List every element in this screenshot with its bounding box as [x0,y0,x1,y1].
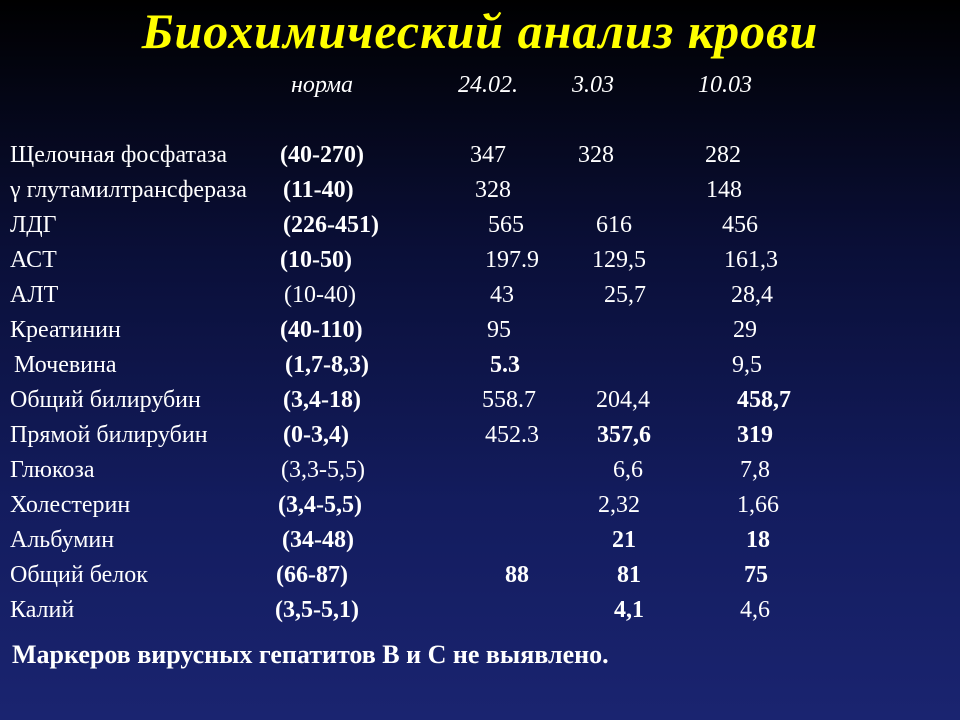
norm-range: (3,5-5,1) [275,597,359,623]
table-row [0,490,960,525]
value-date-3: 4,6 [740,597,770,623]
norm-range: (3,4-18) [283,387,361,413]
norm-range: (10-50) [280,247,352,273]
value-date-2: 6,6 [613,457,643,483]
value-date-3: 9,5 [732,352,762,378]
norm-range: (66-87) [276,562,348,588]
value-date-3: 7,8 [740,457,770,483]
value-date-2: 328 [578,142,614,168]
test-name: Холестерин [10,492,131,518]
table-row [0,280,960,315]
test-name: Калий [10,597,75,623]
table-row [0,525,960,560]
table-row [0,140,960,175]
value-date-2: 357,6 [597,422,651,448]
value-date-1: 347 [470,142,506,168]
table-row [0,420,960,455]
value-date-1: 558.7 [482,387,536,413]
header-date-2: 3.03 [572,72,614,98]
table-row [0,595,960,630]
norm-range: (226-451) [283,212,379,238]
value-date-3: 28,4 [731,282,773,308]
value-date-2: 81 [617,562,641,588]
value-date-2: 25,7 [604,282,646,308]
test-name: Общий билирубин [10,387,201,413]
table-row [0,315,960,350]
norm-range: (3,4-5,5) [278,492,362,518]
header-date-1: 24.02. [458,72,518,98]
table-row [0,210,960,245]
value-date-3: 75 [744,562,768,588]
test-name: ЛДГ [10,212,57,238]
test-name: Мочевина [14,352,117,378]
table-row [0,385,960,420]
value-date-2: 204,4 [596,387,650,413]
table-row [0,560,960,595]
test-name: Прямой билирубин [10,422,208,448]
test-name: Альбумин [10,527,115,553]
norm-range: (10-40) [284,282,356,308]
slide-title: Биохимический анализ крови [141,3,819,59]
norm-range: (34-48) [282,527,354,553]
value-date-3: 18 [746,527,770,553]
value-date-1: 43 [490,282,514,308]
value-date-3: 1,66 [737,492,779,518]
table-row [0,245,960,280]
value-date-2: 616 [596,212,632,238]
value-date-2: 2,32 [598,492,640,518]
header-date-3: 10.03 [698,72,752,98]
value-date-3: 161,3 [724,247,778,273]
table-row [0,175,960,210]
value-date-3: 458,7 [737,387,791,413]
norm-range: (11-40) [283,177,354,203]
value-date-1: 5.3 [490,352,520,378]
norm-range: (40-110) [280,317,363,343]
value-date-1: 328 [475,177,511,203]
value-date-3: 148 [706,177,742,203]
value-date-3: 282 [705,142,741,168]
value-date-3: 456 [722,212,758,238]
value-date-1: 197.9 [485,247,539,273]
norm-range: (0-3,4) [283,422,349,448]
test-name: Креатинин [10,317,121,343]
value-date-2: 21 [612,527,636,553]
value-date-2: 129,5 [592,247,646,273]
table-row [0,455,960,490]
value-date-3: 319 [737,422,773,448]
table-row [0,350,960,385]
value-date-1: 95 [487,317,511,343]
value-date-1: 565 [488,212,524,238]
norm-range: (40-270) [280,142,364,168]
test-name: АСТ [10,247,57,273]
value-date-1: 88 [505,562,529,588]
test-name: Щелочная фосфатаза [10,142,228,168]
test-name: Глюкоза [10,457,95,483]
norm-range: (1,7-8,3) [285,352,369,378]
value-date-3: 29 [733,317,757,343]
header-norm: норма [291,72,354,98]
norm-range: (3,3-5,5) [281,457,365,483]
value-date-2: 4,1 [614,597,644,623]
test-name: Общий белок [10,562,148,588]
test-name: γ глутамилтрансфераза [10,177,247,203]
footer-note: Маркеров вирусных гепатитов В и С не выявлено. [12,640,609,669]
test-name: АЛТ [10,282,59,308]
value-date-1: 452.3 [485,422,539,448]
